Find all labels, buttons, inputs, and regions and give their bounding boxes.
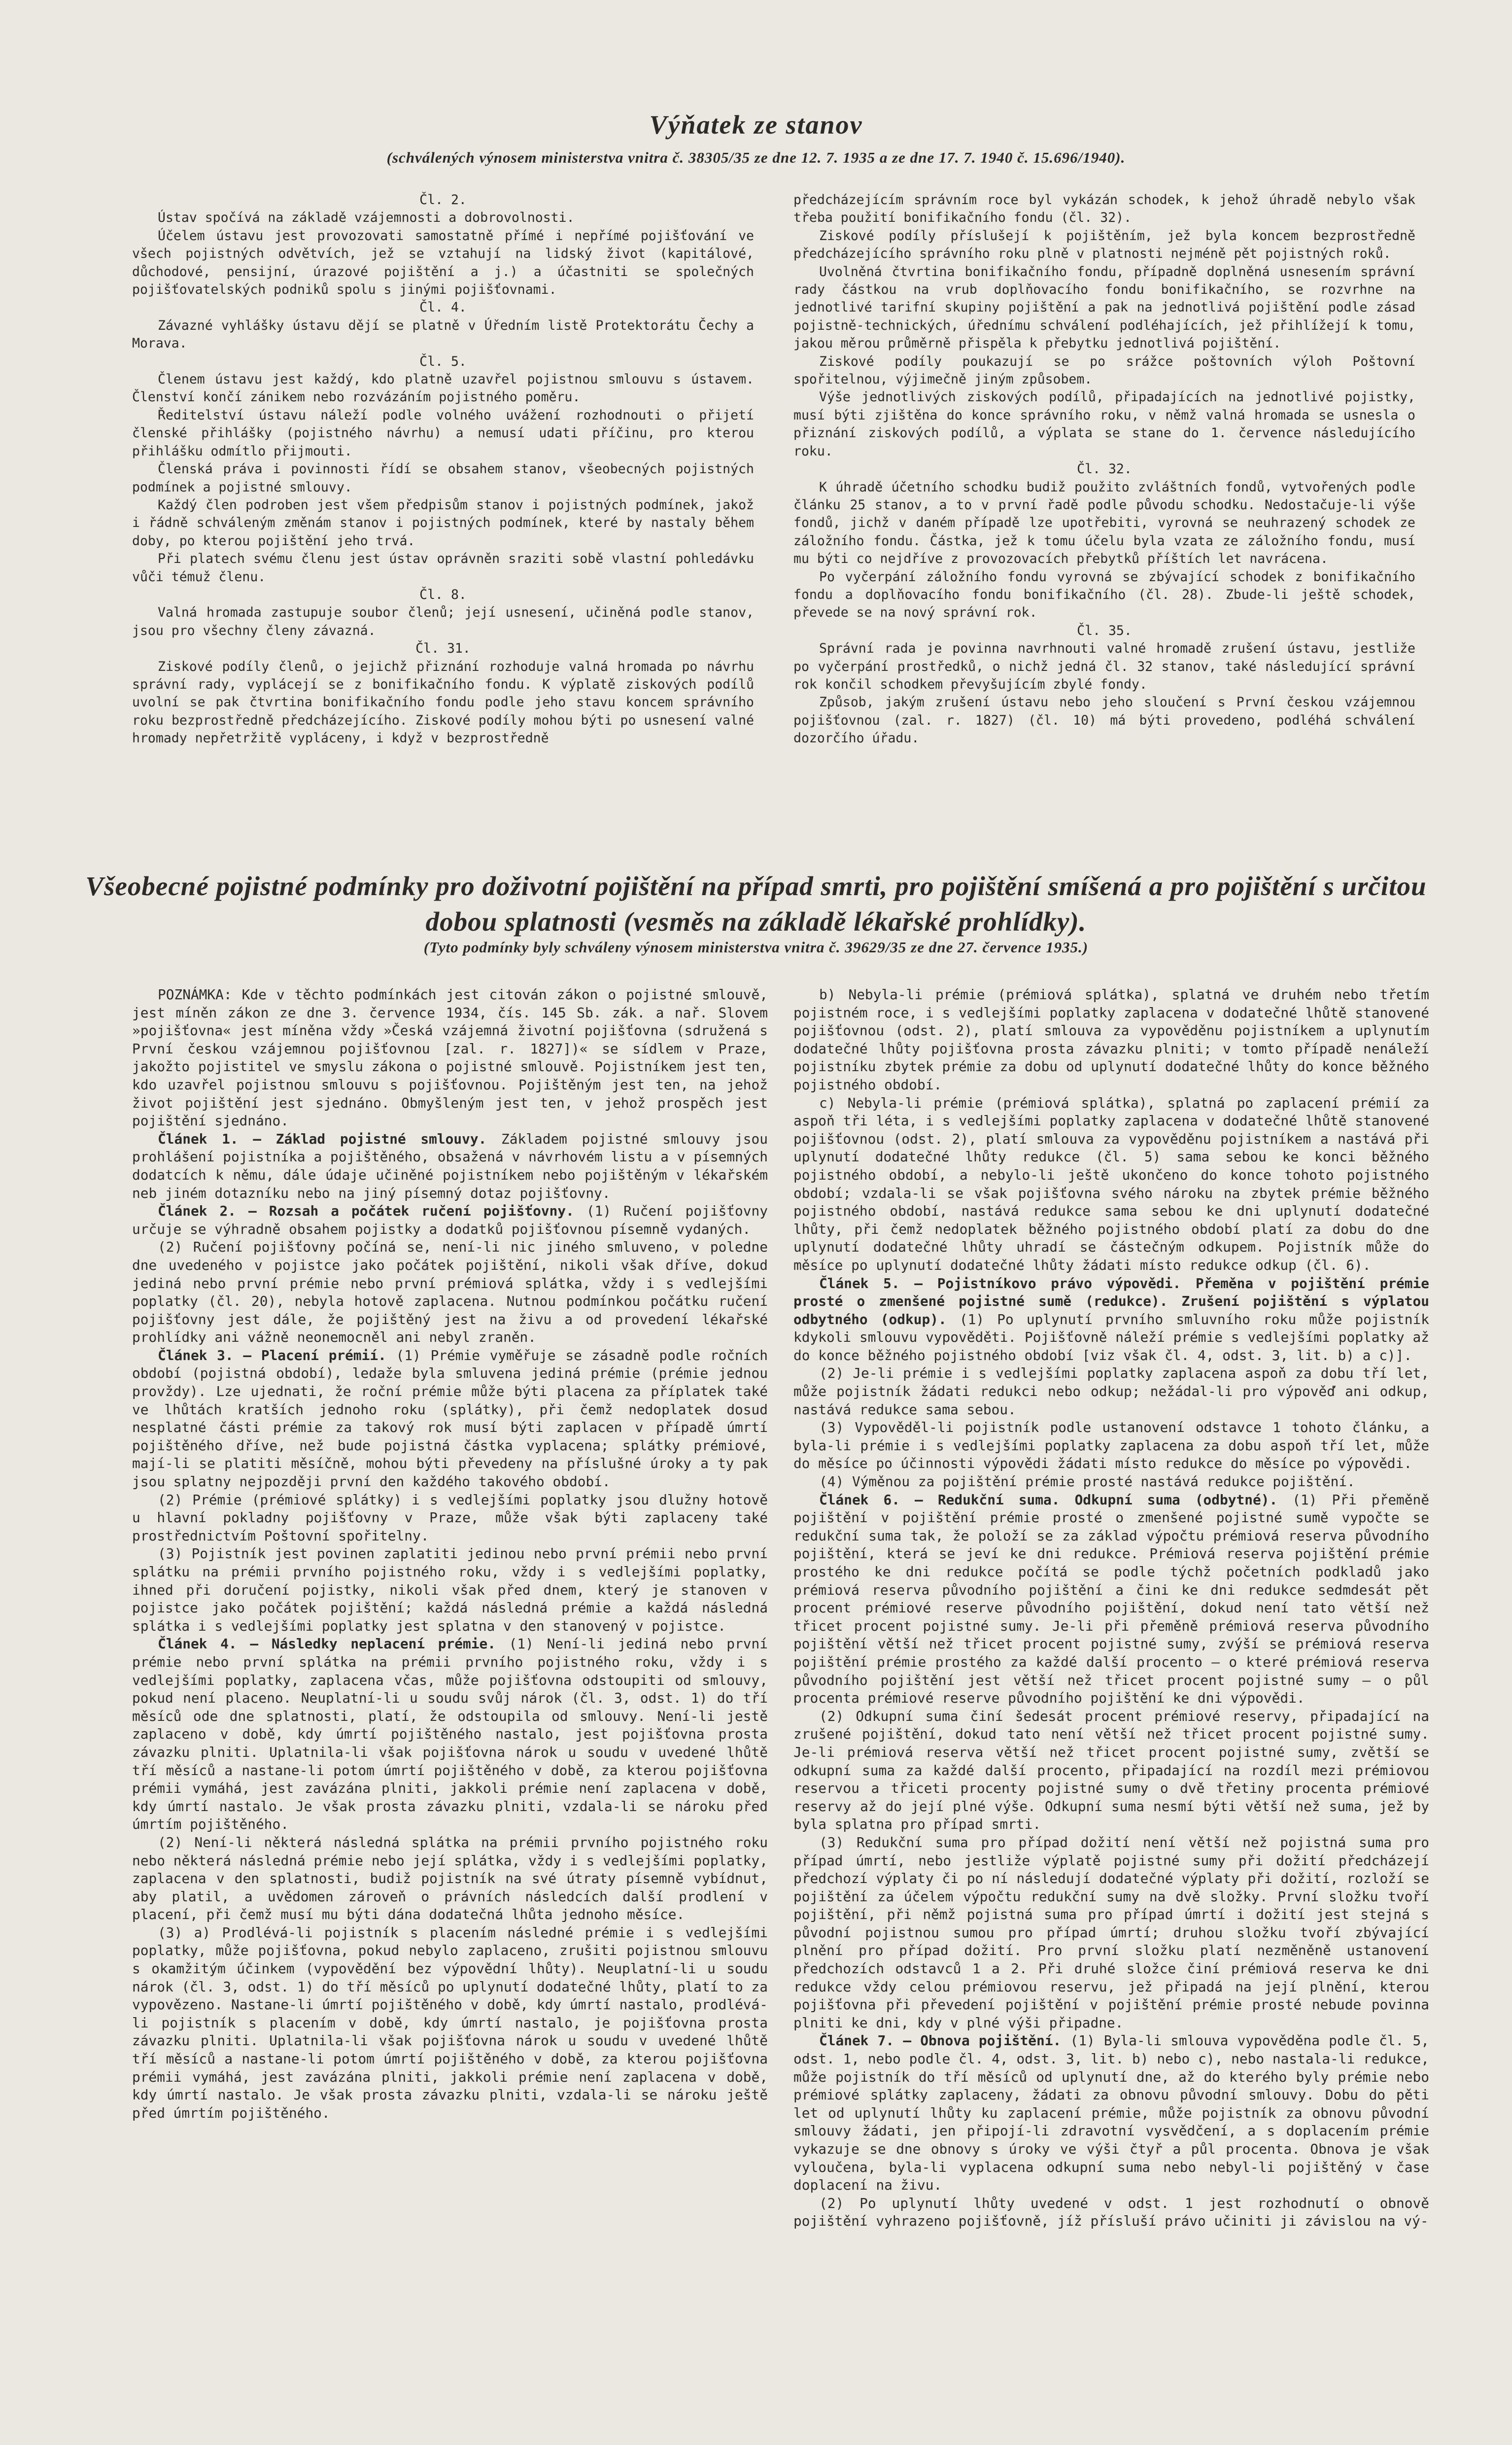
article-text: (2) Je-li prémie i s vedlejšími poplatky zaplacena aspoň za dobu tří let, může pojistník žádati redukci nebo odkup; nežádal-li pro výpověď ani odkup, nastává redukce sama sebou. [793, 1365, 1429, 1418]
article-paragraph [793, 1491, 1429, 1708]
paragraph: Členem ústavu jest každý, kdo platně uzavřel pojistnou smlouvu s ústavem. Členství končí zánikem nebo rozvázáním pojistného poměru. [132, 372, 754, 405]
paragraph: Ziskové podíly členů, o jejichž přiznání rozhoduje valná hromada po návrhu správní rady, vyplácejí se z bonifikačního fondu. K výplatě ziskových podílů uvolní se pak čtvrtina bonifikačního fondu podle jeho stavu koncem správního roku bezprostředně předcházejícího. Ziskové podíly mohou býti po usnesení valné hromady nepřetržitě vypláceny, i když v bezprostředně [132, 659, 754, 746]
paragraph: Účelem ústavu jest provozovati samostatně přímé i nepřímé pojišťování ve všech pojistných odvětvích, jež se vztahují na lidský život (kapitálové, důchodové, pensijní, úrazové pojištění a j.) a účastniti se společných pojišťovatelských podniků spolu s jinými pojišťovnami. [132, 228, 754, 298]
paragraph: Výše jednotlivých ziskových podílů, připadajících na jednotlivé pojistky, musí býti zjištěna do konce správního roku, v němž valná hromada se usnesla o přiznání ziskových podílů, a výplata se stane do 1. července následujícího roku. [793, 389, 1415, 459]
article-number: Čl. 2. [419, 192, 467, 208]
paragraph: Po vyčerpání záložního fondu vyrovná se zbývající schodek z bonifikačního fondu a doplňovacího fondu bonifikačního (čl. 28). Zbude-li ještě schodek, převede se na nový správní rok. [793, 569, 1415, 621]
paragraph [132, 1545, 768, 1635]
article-number: Čl. 31. [415, 641, 471, 657]
article-text: (2) Po uplynutí lhůty uvedené v odst. 1 jest rozhodnutí o obnově pojištění vyhrazeno pojišťovně, jíž přísluší právo učiniti ji závislou na vý- [793, 2195, 1429, 2230]
paragraph: Způsob, jakým zrušení ústavu nebo jeho sloučení s První českou vzájemnou pojišťovnou (zal. r. 1827) (čl. 10) má býti provedeno, podléhá schválení dozorčího úřadu. [793, 695, 1415, 746]
paragraph: Členská práva i povinnosti řídí se obsahem stanov, všeobecných pojistných podmínek a pojistné smlouvy. [132, 461, 754, 495]
article-heading: Článek 7. — Obnova pojištění. [819, 2032, 1062, 2049]
article-paragraph [132, 1635, 768, 1834]
article-paragraph [132, 1347, 768, 1491]
extract-title: Výňatek ze stanov [649, 110, 863, 140]
article-text: (1) Ručení pojišťovny určuje se výhradně obsahem pojistky a dodatků pojišťovnou písemně vydaných. [132, 1203, 768, 1237]
article-paragraph [793, 1275, 1429, 1365]
paragraph: K úhradě účetního schodku budiž použito zvláštních fondů, vytvořených podle článku 25 stanov, a to v první řadě podle původu schodku. Nedostačuje-li výše fondů, jichž v daném případě lze upotřebiti, vyrovná se neuhrazený schodek ze záložního fondu. Částka, jež k tomu účelu byla vzata ze záložního fondu, musí mu býti co nejdříve z provozovacích přebytků příštích let navrácena. [793, 479, 1415, 567]
paragraph [132, 1238, 768, 1347]
paragraph: Ústav spočívá na základě vzájemnosti a dobrovolnosti. [158, 210, 575, 226]
article-text: (1) Při přeměně pojištění v pojištění prémie prosté o zmenšené pojistné sumě vypočte se redukční suma tak, že položí se za základ výpočtu prémiová reserva původního pojištění, která se jeví ke dni redukce. Prémiová reserva pojištění prémie prostého ke dni redukce počítá se podle týchž početních podkladů jako prémiová reserva původního pojištění a čini ke dni redukce sedmdesát pět procent prémiové reserve původního pojištění, dokud není tato větší než třicet procent pojistné sumy. Je-li při přeměně prémiová reserva původního pojištění větší než třicet procent pojistné sumy, zvýší se prémiová reserva pojištění prémie prostého za každé další procento — o které prémiová reserva původního pojištění jest větší než třicet procent pojistné sumy — o půl procenta prémiové reserve původního pojištění ke dni výpovědi. [793, 1491, 1429, 1707]
article-text: c) Nebyla-li prémie (prémiová splátka), splatná po zaplacení prémií za aspoň tři léta, i s vedlejšími poplatky zaplacena v dodatečné lhůtě stanovené pojišťovnou (odst. 2), platí smlouva za vypověděnu pojistníkem a nastává při uplynutí dodatečné lhůty redukce (čl. 5) sama sebou ke konci běžného pojistného období, a nebylo-li ještě ukončeno do konce tohoto pojistného období; vzdala-li se však pojišťovna svého nároku na zbytek prémie běžného pojistného období, nastává redukce sama sebou ke dni uplynutí dodatečné lhůty, při čemž nedoplatek běžného pojistného období platí za dobu do dne uplynutí dodatečné lhůty uhradí se částečným odkupem. Pojistník může do měsíce po uplynutí dodatečné lhůty žádati místo redukce odkup (čl. 6). [793, 1094, 1429, 1273]
paragraph [793, 1708, 1429, 1834]
paragraph [132, 1834, 768, 1924]
paragraph: Valná hromada zastupuje soubor členů; její usnesení, učiněná podle stanov, jsou pro všechny členy závazná. [132, 605, 754, 638]
article-heading: Článek 2. — Rozsah a počátek ručení pojišťovny. [158, 1203, 574, 1220]
paragraph: Ziskové podíly příslušejí k pojištěním, jež byla koncem bezprostředně předcházejícího správního roku plně v platnosti nejméně pět pojistných roků. [793, 228, 1415, 262]
paragraph [132, 1491, 768, 1545]
article-text: Základem pojistné smlouvy jsou prohlášení pojistníka a pojištěného, obsažená v návrhovém listu a v písemných dodatcích k němu, dále údaje učiněné pojistníkem nebo pojištěným v lékařském neb jiném dotazníku nebo na jiný písemný dotaz pojišťovny. [132, 1130, 768, 1201]
article-number: Čl. 8. [419, 587, 467, 602]
paragraph: Každý člen podroben jest všem předpisům stanov i pojistných podmínek, jakož i řádně schváleným změnám stanov i pojistných podmínek, které by nastaly během doby, po kterou pojištění jeho trvá. [132, 497, 754, 549]
paragraph [793, 1473, 1429, 1491]
paragraph: Při platech svému členu jest ústav oprávněn sraziti sobě vlastní pohledávku vůči témuž členu. [132, 551, 754, 585]
paragraph: Závazné vyhlášky ústavu dějí se platně v Úředním listě Protektorátu Čechy a Morava. [132, 317, 754, 351]
article-paragraph [793, 2032, 1429, 2194]
paragraph [132, 1924, 768, 2123]
article-text: (3) Pojistník jest povinen zaplatiti jedinou nebo první prémii nebo první splátku na prémii prvního pojistného roku, vždy i s vedlejšími poplatky, ihned při doručení pojistky, nikoli však před dnem, který je stanoven v pojistce jako počátek pojištění; každá následná prémie a každá následná splátka i s vedlejšími poplatky jest splatna v den stanovený v pojistce. [132, 1545, 768, 1634]
paragraph [793, 1834, 1429, 2032]
paragraph [793, 986, 1429, 1094]
article-number: Čl. 5. [419, 353, 467, 369]
article-text: (1) Není-li jediná nebo první prémie nebo první splátka na prémii prvního pojistného roku, vždy i s vedlejšími poplatky, zaplacena včas, může pojišťovna odstoupiti od smlouvy, pokud není placeno. Neuplatní-li u soudu svůj nárok (čl. 3, odst. 1) do tří měsíců ode dne splatnosti, platí, že odstoupila od smlouvy. Není-li jestě zaplaceno v době, kdy úmrtí pojištěného nastalo, jest pojišťovna prosta závazku plniti. Uplatnila-li však pojišťovna nárok u soudu v uvedené lhůtě tří měsíců a nastane-li potom úmrtí pojištěného v době, za kterou pojišťovna prémii vymáhá, jest zavázána plniti, jakkoli prémie není zaplacena v době, kdy úmrtí nastalo. Je však prosta závazku plniti, vzdala-li se nároku před úmrtím pojištěného. [132, 1636, 768, 1833]
article-text: (2) Prémie (prémiové splátky) i s vedlejšími poplatky jsou dlužny hotově u hlavní pokladny pojišťovny v Praze, může však býti zaplaceny také prostřednictvím Poštovní spořitelny. [132, 1491, 768, 1544]
article-text: (3) Redukční suma pro případ dožití není větší než pojistná suma pro případ úmrtí, nebo jestliže výplatě pojistné sumy při dožití předcházejí předchozí výplaty či po ní následují dodatečné výplaty při dožití, rozloží se pojištění za účelem výpočtu redukční sumy na dvě složky. První složku tvoří pojištění, při němž pojistná suma pro případ úmrtí i dožití jest stejná s původní pojistnou sumou pro případ úmrtí; druhou složku tvoří zbývající plnění pro případ dožití. Pro první složku platí nezměněně ustanovení předchozích odstavců 1 a 2. Při druhé složce činí prémiová reserva ke dni redukce vždy celou prémiovou reservu, jež připadá na její plnění, kterou pojišťovna při převedení pojištění v pojištění prémie prosté nebude povinna plniti ke dni, kdy v plné výši připadne. [793, 1834, 1429, 2031]
article-heading: Článek 6. — Redukční suma. Odkupní suma (odbytné). [819, 1491, 1278, 1508]
conditions-subtitle: (Tyto podmínky byly schváleny výnosem ministerstva vnitra č. 39629/35 ze dne 27. července 1935.) [423, 939, 1089, 956]
article-text: (3) Vypověděl-li pojistník podle ustanovení odstavce 1 tohoto článku, a byla-li prémie i s vedlejšími poplatky zaplacena za dobu aspoň tří let, může do měsíce po účinnosti výpovědi žádati místo redukce do měsíce po výpovědi. [793, 1419, 1429, 1472]
paragraph [793, 1364, 1429, 1419]
article-number: Čl. 32. [1077, 461, 1132, 477]
paragraph [793, 2195, 1429, 2231]
paragraph: předcházejícím správním roce byl vykázán schodek, k jehož úhradě nebylo však třeba použití bonifikačního fondu (čl. 32). [793, 192, 1415, 226]
article-heading: Článek 3. — Placení prémií. [158, 1347, 386, 1363]
article-number: Čl. 4. [419, 300, 467, 315]
article-paragraph [132, 1202, 768, 1238]
article-number: Čl. 35. [1077, 623, 1132, 638]
article-text: (2) Ručení pojišťovny počíná se, není-li nic jiného smluveno, v poledne dne uvedeného v pojistce jako počátek pojištění, nikoli však dříve, dokud jediná nebo první prémie nebo první prémiová splátka, vždy i s vedlejšími poplatky (čl. 20), nebyla hotově zaplacena. Nutnou podmínkou počátku ručení pojišťovny jest dále, že pojištěný jest na živu a od provedení lékařské prohlídky ani vážně neonemocněl ani nebyl zraněn. [132, 1239, 768, 1346]
paragraph: Správní rada je povinna navrhnouti valné hromadě zrušení ústavu, jestliže po vyčerpání prostředků, o nichž jedná čl. 32 stanov, také následující správní rok končil schodkem převyšujícím zbylé fondy. [793, 641, 1415, 692]
paragraph [793, 1094, 1429, 1275]
conditions-right-column [793, 986, 1429, 2231]
article-text: (1) Prémie vyměřuje se zásadně podle ročních období (pojistná období), ledaže byla smluvena jediná prémie (prémie jednou provždy). Lze ujednati, že roční prémie může býti placena za příplatek také ve lhůtách kratších jednoho roku (splátky), při čemž nedoplatek dosud nesplatné části prémie za takový rok musí býti zaplacen v případě úmrtí pojištěného dříve, než bude pojistná částka vyplacena; splátky prémiové, mají-li se platiti měsíčně, mohou býti převedeny na příslušné úroky a ty pak jsou splatny nejpozději první den každého takového období. [132, 1347, 768, 1490]
paragraph [793, 1419, 1429, 1473]
article-text: POZNÁMKA: Kde v těchto podmínkách jest citován zákon o pojistné smlouvě, jest míněn zákon ze dne 3. července 1934, čís. 145 Sb. zák. a nař. Slovem »pojišťovna« jest míněna vždy »Česká vzájemná životní pojišťovna (sdružená s První českou vzájemnou pojišťovnou [zal. r. 1827])« se sídlem v Praze, jakožto pojistitel ve smyslu zákona o pojistné smlouvě. Pojistníkem jest ten, kdo uzavřel pojistnou smlouvu s pojišťovnou. Pojištěným jest ten, na jehož život pojištění jest sjednáno. Obmyšleným jest ten, v jehož prospěch jest pojištění sjednáno. [132, 986, 768, 1129]
paragraph: Uvolněná čtvrtina bonifikačního fondu, případně doplněná usnesením správní rady částkou na vrub doplňovacího fondu bonifikačního, se rozvrhne na jednotlivé tarifní skupiny pojištění a pak na jednotlivá pojištění podle zásad pojistně-technických, úřednímu schválení podléhajících, jež přihlížejí k tomu, jakou měrou průměrně přispěla k přebytku jednotlivá pojištění. [793, 264, 1415, 351]
paragraph: Ziskové podíly poukazují se po srážce poštovních výloh Poštovní spořitelnou, výjimečně jiným způsobem. [793, 353, 1415, 387]
article-paragraph [132, 1130, 768, 1202]
article-text: (4) Výměnou za pojištění prémie prosté nastává redukce pojištění. [819, 1473, 1355, 1490]
article-heading: Článek 1. — Základ pojistné smlouvy. [158, 1130, 487, 1147]
article-text: b) Nebyla-li prémie (prémiová splátka), splatná ve druhém nebo třetím pojistném roce, i s vedlejšími poplatky zaplacena v dodatečné lhůtě stanovené pojišťovnou (odst. 2), platí smlouva za vypověděnu pojistníkem a uplynutím dodatečné lhůty pojišťovna prosta závazku plniti; v tomto případě nenáleží pojistníku zbytek prémie za dobu od uplynutí dodatečné lhůty do konce běžného pojistného období. [793, 986, 1429, 1093]
article-text: (1) Byla-li smlouva vypověděna podle čl. 5, odst. 1, nebo podle čl. 4, odst. 3, lit. b) nebo c), nebo nastala-li redukce, může pojistník do tří měsíců od uplynutí dne, až do kterého byly prémie nebo prémiové splátky zaplaceny, žádati za obnovu původní smlouvy. Dobu do pěti let od uplynutí lhůty ku zaplacení prémie, může pojistník za obnovu původní smlouvy žádati, jen připojí-li zdravotní vysvědčení, a s doplacením prémie vykazuje se dne obnovy s úroky ve výši čtyř a půl procenta. Obnova je však vyloučena, byla-li vyplacena odkupní suma nebo nebyl-li pojištěný v čase doplacení na živu. [793, 2032, 1429, 2194]
conditions-left-column [132, 986, 768, 2122]
article-text: (3) a) Prodlévá-li pojistník s placením následné prémie i s vedlejšími poplatky, může pojišťovna, pokud nebylo zaplaceno, zrušiti pojistnou smlouvu s okamžitým účinkem (vypovědění bez výpovědní lhůty). Neuplatní-li u soudu nárok (čl. 3, odst. 1) do tří měsíců po uplynutí dodatečné lhůty, platí to za vypovězeno. Nastane-li úmrtí pojištěného v době, kdy úmrtí nastalo, prodlévá-li pojistník s placením v době, kdy úmrtí nastalo, je pojišťovna prosta závazku plniti. Uplatnila-li však pojišťovna nárok u soudu v uvedené lhůtě tří měsíců a nastane-li potom úmrtí pojištěného v době, za kterou pojišťovna prémii vymáhá, jest zavázána plniti, jakkoli prémie není zaplacena v době, kdy úmrtí nastalo. Je však prosta závazku plniti, vzdala-li se nároku ještě před úmrtím pojištěného. [132, 1924, 768, 2121]
article-text: (2) Není-li některá následná splátka na prémii prvního pojistného roku nebo některá následná prémie nebo její splátka, vždy i s vedlejšími poplatky, zaplacena v den splatnosti, budiž pojistník na své útraty písemně vybídnut, aby platil, a uvědomen zároveň o právních následcích další prodlení v placení, při čemž musí mu býti dána dodatečná lhůta jednoho měsíce. [132, 1834, 768, 1923]
statutes-right-column [793, 191, 1415, 748]
paragraph: Ředitelství ústavu náleží podle volného uvážení rozhodnouti o přijetí členské přihlášky (pojistného návrhu) a nemusí udati příčinu, pro kterou přihlášku odmítlo přijmouti. [132, 407, 754, 459]
statutes-left-column [132, 191, 754, 748]
article-text: (2) Odkupní suma činí šedesát procent prémiové reservy, připadající na zrušené pojištění, dokud tato není větší než třicet procent pojistné sumy. Je-li prémiová reserva větší než třicet procent pojistné sumy, zvětší se odkupní suma za každé další procento, připadající na rozdíl mezi prémiovou reservou a třiceti procenty pojistné sumy o dvě třetiny procenta prémiové reservy až do její plné výše. Odkupní suma nesmí býti větší než suma, jež by byla splatna pro případ smrti. [793, 1708, 1429, 1833]
extract-subtitle: (schválených výnosem ministerstva vnitra č. 38305/35 ze dne 12. 7. 1935 a ze dne 17. 7. 1940 č. 15.696/1940). [386, 149, 1126, 166]
article-heading: Článek 5. — Pojistníkovo právo výpovědi. Přeměna v pojištění prémie prosté o zmenšené pojistné sumě (redukce). Zrušení pojištění s výplatou odbytného (odkup). [793, 1275, 1429, 1327]
conditions-title: Všeobecné pojistné podmínky pro doživotní pojištění na případ smrti, pro pojištění smíšená a pro pojištění s určitou dobou splatnosti (vesměs na základě lékařské prohlídky). [85, 871, 1427, 937]
article-heading: Článek 4. — Následky neplacení prémie. [158, 1636, 496, 1652]
paragraph [132, 986, 768, 1130]
article-text: (1) Po uplynutí prvního smluvního roku může pojistník kdykoli smlouvu vypověděti. Pojišťovně náleží prémie s vedlejšími poplatky až do konce běžného pojistného období [viz však čl. 4, odst. 3, lit. b) a c)]. [793, 1311, 1429, 1363]
